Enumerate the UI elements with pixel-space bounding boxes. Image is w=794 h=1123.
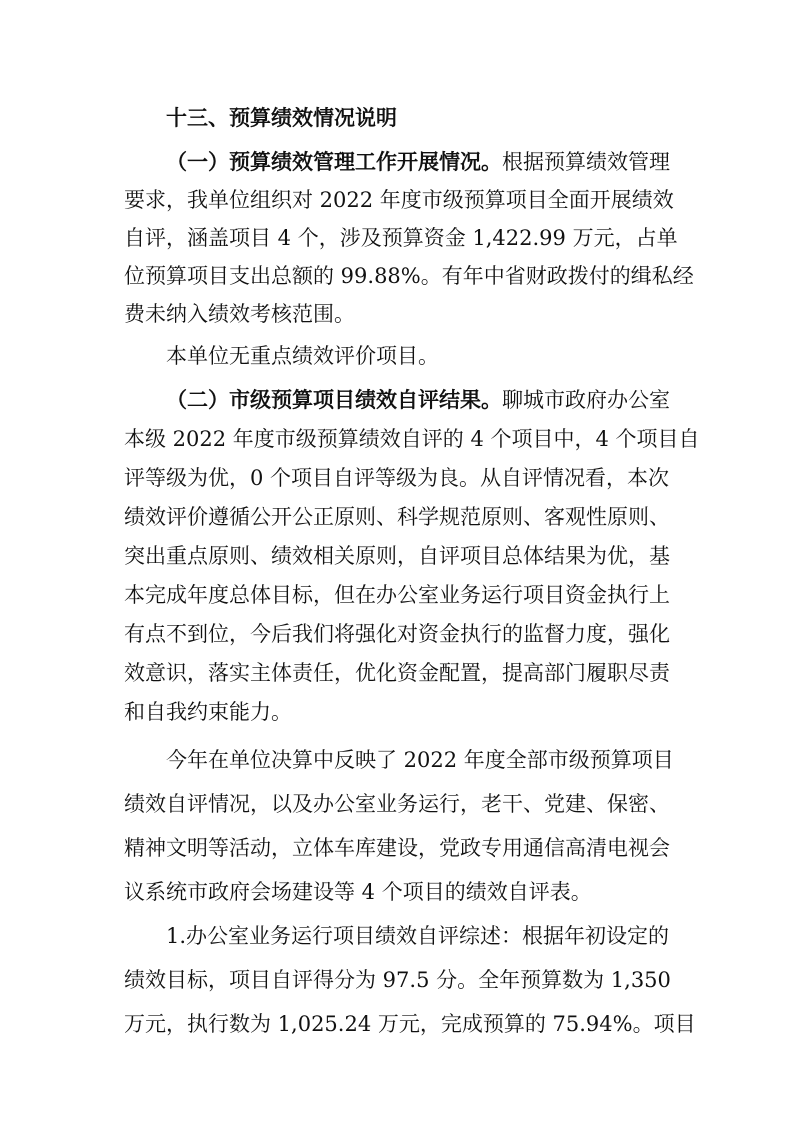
paragraph-line: 今年在单位决算中反映了 2022 年度全部市级预算项目 bbox=[166, 748, 674, 772]
paragraph-line: 效意识，落实主体责任，优化资金配置，提高部门履职尽责 bbox=[124, 661, 670, 685]
paragraph-line: 绩效目标，项目自评得分为 97.5 分。全年预算数为 1,350 bbox=[124, 968, 671, 992]
paragraph-line: 精神文明等活动，立体车库建设，党政专用通信高清电视会 bbox=[124, 836, 670, 860]
paragraph-line bbox=[166, 148, 670, 176]
line-text: 聊城市政府办公室 bbox=[502, 388, 670, 412]
paragraph-line: 本单位无重点绩效评价项目。 bbox=[166, 344, 439, 368]
paragraph-line: 绩效自评情况，以及办公室业务运行，老干、党建、保密、 bbox=[124, 792, 670, 816]
paragraph-line: 突出重点原则、绩效相关原则，自评项目总体结果为优，基 bbox=[124, 544, 670, 568]
paragraph-line: 绩效评价遵循公开公正原则、科学规范原则、客观性原则、 bbox=[124, 505, 670, 529]
paragraph-line: 本完成年度总体目标，但在办公室业务运行项目资金执行上 bbox=[124, 583, 670, 607]
line-text: 根据预算绩效管理 bbox=[502, 150, 670, 174]
paragraph-line bbox=[166, 386, 670, 414]
paragraph-line: 本级 2022 年度市级预算绩效自评的 4 个项目中，4 个项目自 bbox=[124, 427, 700, 451]
paragraph-line: 有点不到位，今后我们将强化对资金执行的监督力度，强化 bbox=[124, 622, 670, 646]
paragraph-line: 1.办公室业务运行项目绩效自评综述：根据年初设定的 bbox=[166, 924, 670, 948]
paragraph-line: 费未纳入绩效考核范围。 bbox=[124, 302, 355, 326]
paragraph-line: 要求，我单位组织对 2022 年度市级预算项目全面开展绩效 bbox=[124, 188, 674, 212]
subsection-title: （一）预算绩效管理工作开展情况。 bbox=[166, 149, 502, 174]
paragraph-line: 议系统市政府会场建设等 4 个项目的绩效自评表。 bbox=[124, 880, 592, 904]
paragraph-line: 万元，执行数为 1,025.24 万元，完成预算的 75.94%。项目 bbox=[124, 1012, 696, 1036]
paragraph-line: 自评，涵盖项目 4 个，涉及预算资金 1,422.99 万元，占单 bbox=[124, 226, 678, 250]
subsection-title: （二）市级预算项目绩效自评结果。 bbox=[166, 387, 502, 412]
paragraph-line: 和自我约束能力。 bbox=[124, 700, 292, 724]
section-heading: 十三、预算绩效情况说明 bbox=[166, 106, 397, 130]
paragraph-line: 评等级为优，0 个项目自评等级为良。从自评情况看，本次 bbox=[124, 466, 670, 490]
paragraph-line: 位预算项目支出总额的 99.88%。有年中省财政拨付的缉私经 bbox=[124, 264, 694, 288]
